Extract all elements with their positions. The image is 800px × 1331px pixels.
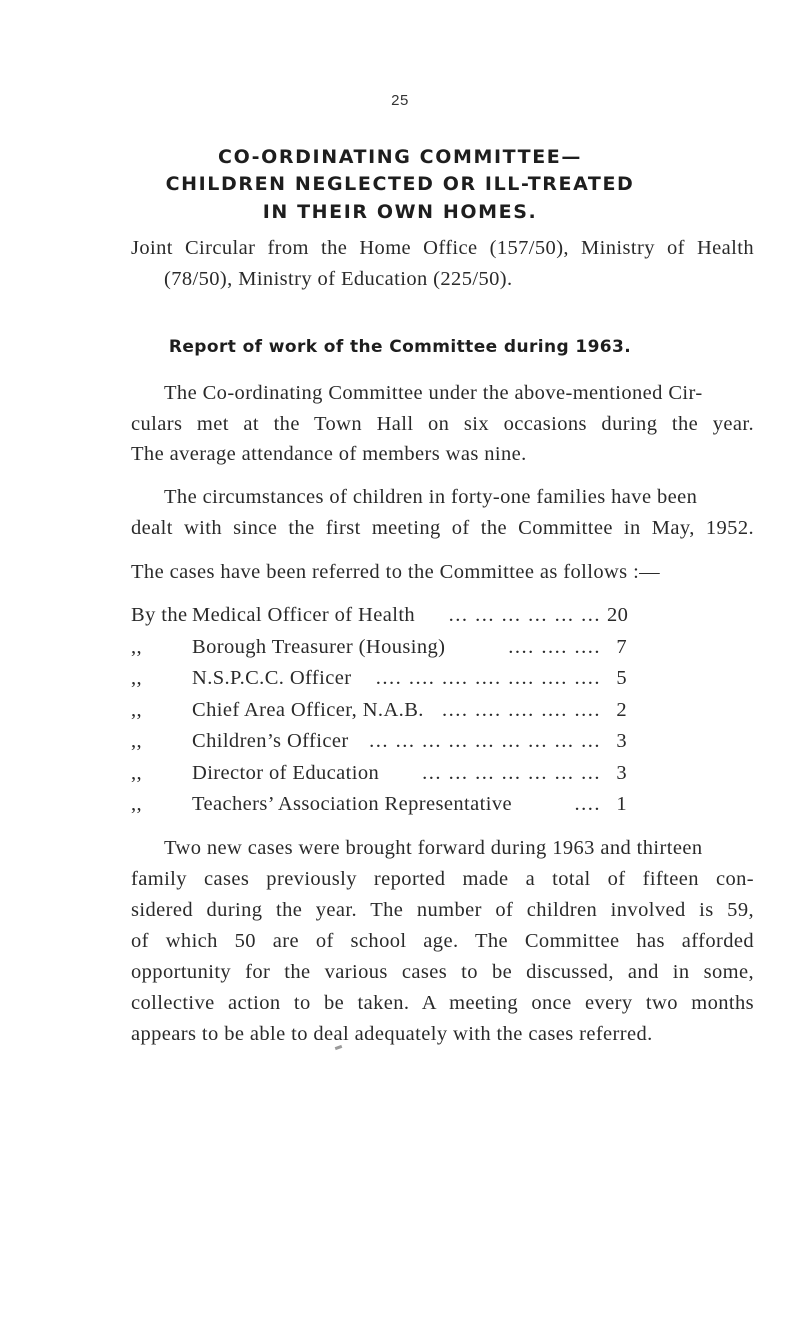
referral-prefix: By the bbox=[131, 604, 188, 626]
referral-row bbox=[131, 636, 627, 662]
referral-source: Medical Officer of Health bbox=[192, 604, 416, 626]
paragraph-3-line-2: family cases previously reported made a total of fifteen con- bbox=[131, 868, 754, 890]
paragraph-3-line-1: Two new cases were brought forward during 1963 and thirteen bbox=[164, 837, 703, 859]
referral-row bbox=[131, 699, 627, 725]
paragraph-2-line-1: The circumstances of children in forty-one families have been bbox=[164, 486, 698, 508]
referral-prefix: ,, bbox=[131, 636, 143, 658]
referral-leader-dots: .... .... .... .... .... .... .... bbox=[375, 667, 601, 689]
referral-source: Chief Area Officer, N.A.B. bbox=[192, 699, 424, 721]
referral-leader-dots: ... ... ... ... ... ... ... bbox=[422, 762, 601, 784]
referral-row bbox=[131, 793, 627, 819]
paragraph-3-line-3: sidered during the year. The number of children involved is 59, bbox=[131, 899, 754, 921]
referral-count: 5 bbox=[616, 667, 627, 689]
referral-count: 3 bbox=[616, 730, 627, 752]
page-heading-line-3: IN THEIR OWN HOMES. bbox=[262, 201, 538, 223]
referral-source: Teachers’ Association Representative bbox=[192, 793, 512, 815]
paragraph-1-line-3: The average attendance of members was nine. bbox=[131, 443, 527, 465]
referral-leader-dots: .... .... .... .... .... bbox=[442, 699, 601, 721]
paragraph-2-line-2: dealt with since the first meeting of the Committee in May, 1952. bbox=[131, 517, 754, 539]
referral-source: Children’s Officer bbox=[192, 730, 349, 752]
referral-intro: The cases have been referred to the Committee as follows :— bbox=[131, 561, 661, 583]
referral-source: N.S.P.C.C. Officer bbox=[192, 667, 352, 689]
referral-leader-dots: ... ... ... ... ... ... ... ... ... bbox=[369, 730, 601, 752]
paragraph-1-line-2: culars met at the Town Hall on six occasions during the year. bbox=[131, 413, 754, 435]
referral-leader-dots: .... bbox=[574, 793, 601, 815]
referral-prefix: ,, bbox=[131, 730, 143, 752]
paragraph-3-line-4: of which 50 are of school age. The Committee has afforded bbox=[131, 930, 754, 952]
referral-prefix: ,, bbox=[131, 667, 143, 689]
referral-count: 20 bbox=[607, 604, 629, 626]
referral-row bbox=[131, 604, 627, 630]
report-heading: Report of work of the Committee during 1963. bbox=[168, 337, 632, 357]
referral-row bbox=[131, 730, 627, 756]
paragraph-3-line-5: opportunity for the various cases to be discussed, and in some, bbox=[131, 961, 754, 983]
scan-speck bbox=[335, 1045, 343, 1050]
referral-count: 3 bbox=[616, 762, 627, 784]
paragraph-1-line-1: The Co-ordinating Committee under the above-mentioned Cir- bbox=[164, 382, 703, 404]
page-heading-line-1: CO-ORDINATING COMMITTEE— bbox=[218, 146, 582, 168]
referral-count: 2 bbox=[616, 699, 627, 721]
referral-count: 1 bbox=[616, 793, 627, 815]
page-heading-line-2: CHILDREN NEGLECTED OR ILL-TREATED bbox=[165, 173, 635, 195]
paragraph-3-line-6: collective action to be taken. A meeting once every two months bbox=[131, 992, 754, 1014]
circular-line-2: (78/50), Ministry of Education (225/50). bbox=[164, 268, 513, 290]
referral-count: 7 bbox=[616, 636, 627, 658]
circular-line-1: Joint Circular from the Home Office (157/50), Ministry of Health bbox=[131, 237, 754, 259]
referral-prefix: ,, bbox=[131, 793, 143, 815]
referral-leader-dots: .... .... .... bbox=[508, 636, 601, 658]
referral-prefix: ,, bbox=[131, 762, 143, 784]
paragraph-3-line-7: appears to be able to deal adequately with the cases referred. bbox=[131, 1023, 653, 1045]
page-number: 25 bbox=[391, 92, 409, 109]
referral-prefix: ,, bbox=[131, 699, 143, 721]
referral-source: Director of Education bbox=[192, 762, 380, 784]
referral-row bbox=[131, 762, 627, 788]
referral-leader-dots: ... ... ... ... ... ... bbox=[448, 604, 601, 626]
referral-row bbox=[131, 667, 627, 693]
referral-source: Borough Treasurer (Housing) bbox=[192, 636, 446, 658]
